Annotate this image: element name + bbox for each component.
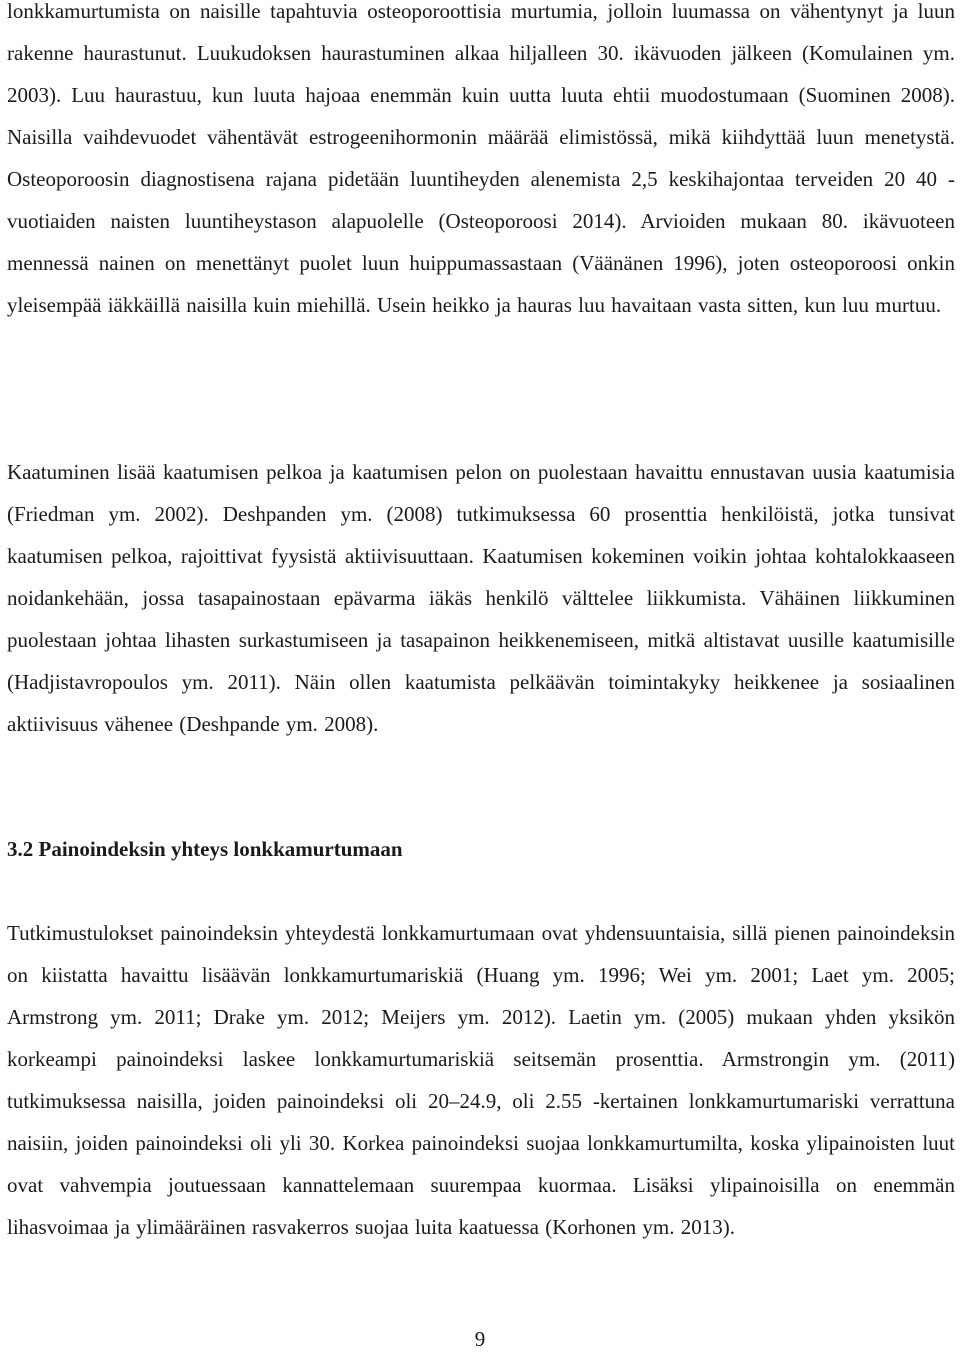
section-heading: 3.2 Painoindeksin yhteys lonkkamurtumaan bbox=[7, 837, 403, 861]
paragraph-bmi: Tutkimustulokset painoindeksin yhteydestä lonkkamurtumaan ovat yhdensuuntaisia, sillä pienen painoindeksin on kiistatta havaittu lisäävän lonkkamurtumariskiä (Huang ym. 1996; Wei ym. 2001; Laet ym. 2005; Armstrong ym. 2011; Drake ym. 2012; Meijers ym. 2012). Laetin ym. (2005) mukaan yhden yksikön korkeampi painoindeksi laskee lonkkamurtumariskiä seitsemän prosenttia. Armstrongin ym. (2011) tutkimuksessa naisilla, joiden painoindeksi oli 20–24.9, oli 2.55 -kertainen lonkkamurtumariski verrattuna naisiin, joiden painoindeksi oli yli 30. Korkea painoindeksi suojaa lonkkamurtumilta, koska ylipainoisten luut ovat vahvempia joutuessaan kannattelemaan suurempaa kuormaa. Lisäksi ylipainoisilla on enemmän lihasvoimaa ja ylimääräinen rasvakerros suojaa luita kaatuessa (Korhonen ym. 2013). bbox=[7, 921, 955, 1239]
page-number: 9 bbox=[474, 1327, 486, 1351]
paragraph-osteoporosis: lonkkamurtumista on naisille tapahtuvia osteoporoottisia murtumia, jolloin luumassa on vähentynyt ja luun rakenne haurastunut. Luukudoksen haurastuminen alkaa hiljalleen 30. ikävuoden jälkeen (Komulainen ym. 2003). Luu haurastuu, kun luuta hajoaa enemmän kuin uutta luuta ehtii muodostumaan (Suominen 2008). Naisilla vaihdevuodet vähentävät estrogeenihormonin määrää elimistössä, mikä kiihdyttää luun menetystä. Osteoporoosin diagnostisena rajana pidetään luuntiheyden alenemista 2,5 keskihajontaa terveiden 20 40 - vuotiaiden naisten luuntiheystason alapuolelle (Osteoporoosi 2014). Arvioiden mukaan 80. ikävuoteen mennessä nainen on menettänyt puolet luun huippumassastaan (Väänänen 1996), joten osteoporoosi onkin yleisempää iäkkäillä naisilla kuin miehillä. Usein heikko ja hauras luu havaitaan vasta sitten, kun luu murtuu. bbox=[7, 0, 955, 317]
paragraph-fall-fear: Kaatuminen lisää kaatumisen pelkoa ja kaatumisen pelon on puolestaan havaittu ennustavan uusia kaatumisia (Friedman ym. 2002). Deshpanden ym. (2008) tutkimuksessa 60 prosenttia henkilöistä, jotka tunsivat kaatumisen pelkoa, rajoittivat fyysistä aktiivisuuttaan. Kaatumisen kokeminen voikin johtaa kohtalokkaaseen noidankehään, jossa tasapainostaan epävarma iäkäs henkilö välttelee liikkumista. Vähäinen liikkuminen puolestaan johtaa lihasten surkastumiseen ja tasapainon heikkenemiseen, mitkä altistavat uusille kaatumisille (Hadjistavropoulos ym. 2011). Näin ollen kaatumista pelkäävän toimintakyky heikkenee ja sosiaalinen aktiivisuus vähenee (Deshpande ym. 2008). bbox=[7, 460, 955, 736]
